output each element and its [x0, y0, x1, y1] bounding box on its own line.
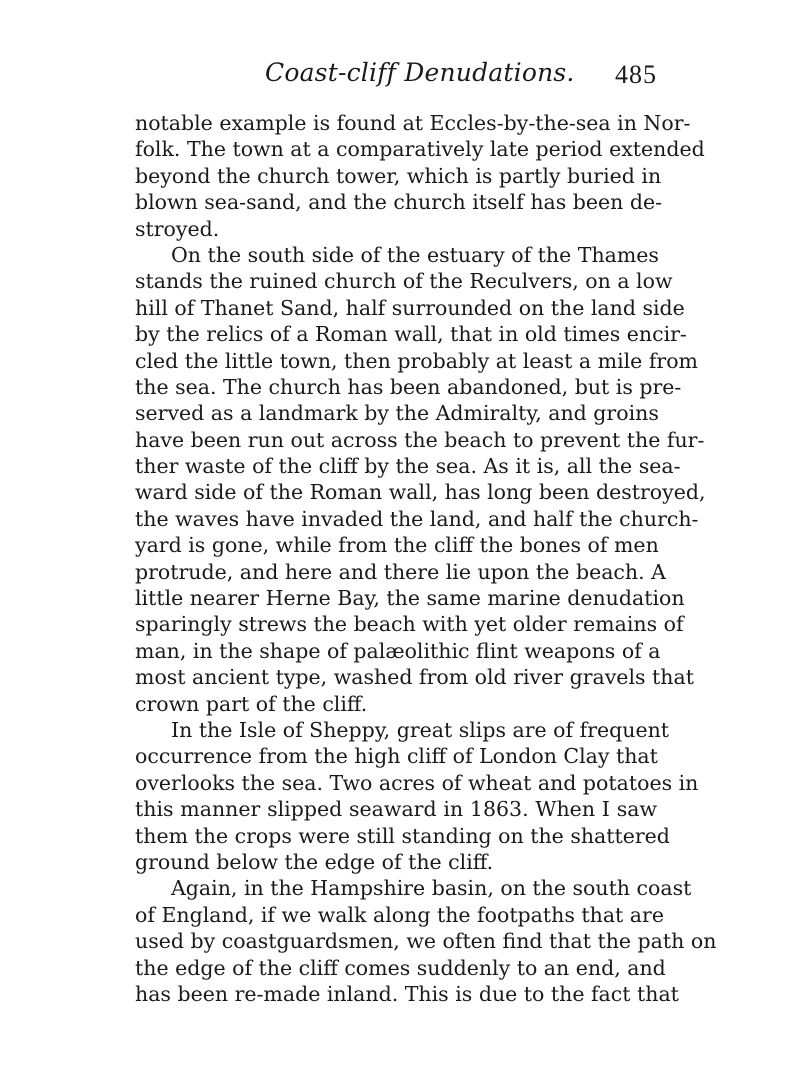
text-line: the sea. The church has been abandoned, but is pre- [135, 374, 682, 399]
text-line: them the crops were still standing on the shattered [135, 823, 670, 848]
text-line: by the relics of a Roman wall, that in old times encir- [135, 322, 687, 347]
text-line: On the south side of the estuary of the Thames [171, 242, 659, 267]
text-line: man, in the shape of palæolithic flint weapons of a [135, 638, 661, 663]
text-line: ward side of the Roman wall, has long been destroyed, [135, 480, 706, 505]
text-line: sparingly strews the beach with yet older remains of [135, 612, 684, 637]
text-line: the waves have invaded the land, and half the church- [135, 506, 699, 531]
text-line: cled the little town, then probably at least a mile from [135, 348, 698, 373]
text-line: notable example is found at Eccles-by-the-sea in Nor- [135, 111, 691, 135]
text-line: protrude, and here and there lie upon the beach. A [135, 559, 666, 584]
text-line: blown sea-sand, and the church itself has been de- [135, 190, 663, 215]
text-line: little nearer Herne Bay, the same marine denudation [135, 586, 685, 611]
text-line: the edge of the cliff comes suddenly to an end, and [135, 955, 666, 980]
text-line: overlooks the sea. Two acres of wheat and potatoes in [135, 770, 699, 795]
text-line: In the Isle of Sheppy, great slips are of frequent [171, 717, 670, 742]
running-head [135, 58, 657, 98]
running-title: Coast-cliff Denudations. [265, 58, 575, 87]
text-line: occurrence from the high cliff of London Clay that [135, 744, 658, 769]
text-line: of England, if we walk along the footpaths that are [135, 902, 664, 927]
text-line: stroyed. [135, 216, 220, 241]
text-line: beyond the church tower, which is partly buried in [135, 163, 662, 188]
text-line: ther waste of the cliff by the sea. As it is, all the sea- [135, 454, 681, 479]
text-line: this manner slipped seaward in 1863. When I saw [135, 797, 657, 822]
text-line: crown part of the cliff. [135, 691, 368, 716]
text-line: most ancient type, washed from old river gravels that [135, 665, 694, 690]
text-line: stands the ruined church of the Reculvers, on a low [135, 269, 673, 294]
text-line: used by coastguardsmen, we often find that the path on [135, 929, 717, 954]
text-line: hill of Thanet Sand, half surrounded on the land side [135, 295, 685, 320]
text-line: folk. The town at a comparatively late period extended [135, 137, 705, 162]
text-line: served as a landmark by the Admiralty, and groins [135, 401, 659, 426]
text-line: Again, in the Hampshire basin, on the south coast [171, 876, 692, 901]
page-number: 485 [615, 60, 657, 89]
body-text [135, 110, 717, 1007]
text-line: yard is gone, while from the cliff the bones of men [135, 533, 659, 558]
text-line: ground below the edge of the cliff. [135, 849, 494, 874]
text-line: have been run out across the beach to prevent the fur- [135, 427, 705, 452]
text-line: has been re-made inland. This is due to the fact that [135, 981, 679, 1006]
